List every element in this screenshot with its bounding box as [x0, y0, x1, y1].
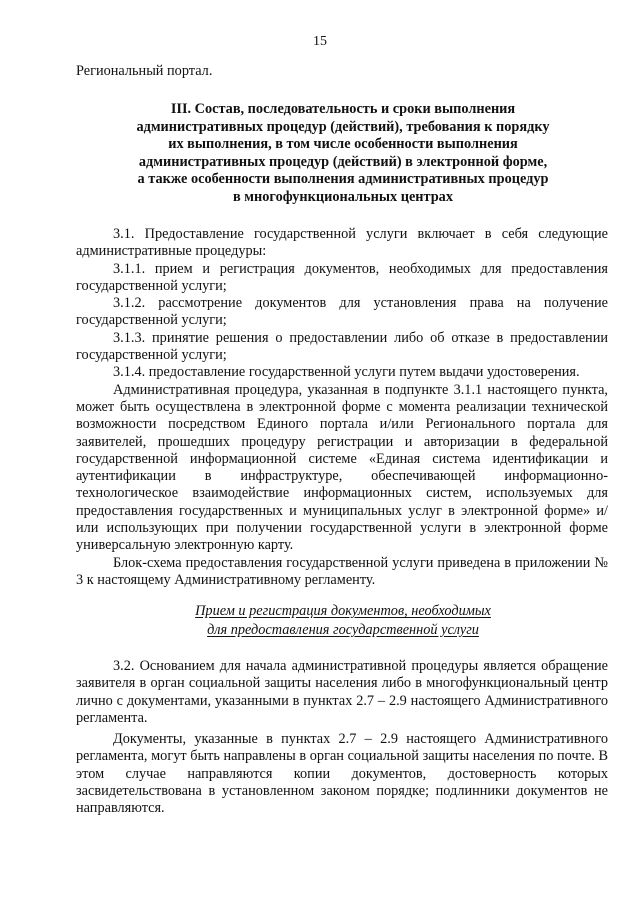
heading-line: административных процедур (действий), требования к порядку	[136, 118, 550, 135]
paragraph-3-1: 3.1. Предоставление государственной услуги включает в себя следующие административные процедуры:	[76, 226, 608, 260]
heading-line: а также особенности выполнения административных процедур	[137, 171, 549, 188]
subsection-body	[76, 658, 608, 818]
paragraph-3-1-4: 3.1.4. предоставление государственной услуги путем выдачи удостоверения.	[113, 364, 580, 381]
page-number: 15	[313, 34, 327, 49]
heading-line: в многофункциональных центрах	[233, 188, 453, 205]
paragraph-3-1-1: 3.1.1. прием и регистрация документов, необходимых для предоставления государственной услуги;	[76, 260, 608, 294]
section-body	[76, 226, 608, 589]
paragraph-3-1-2: 3.1.2. рассмотрение документов для установления права на получение государственной услуги;	[76, 295, 608, 329]
paragraph-flowchart: Блок-схема предоставления государственной услуги приведена в приложении № 3 к настоящему Административному регламенту.	[76, 554, 608, 588]
heading-line: их выполнения, в том числе особенности выполнения	[168, 136, 518, 153]
paragraph-3-1-3: 3.1.3. принятие решения о предоставлении либо об отказе в предоставлении государственной услуги;	[76, 329, 608, 364]
intro-line	[76, 63, 608, 80]
heading-line: административных процедур (действий) в электронной форме,	[138, 153, 548, 170]
section-heading	[90, 101, 596, 207]
paragraph-electronic-form: Административная процедура, указанная в подпункте 3.1.1 настоящего пункта, может быть осуществлена в электронной форме с момента реализации технической возможности посредством Единого портала и/или Регионального портала для заявителей, прошедших процедуру регистрации и авторизации в федеральной государственной информационной системе «Единая система идентификации и аутентификации в инфраструктуре, обеспечивающей информационно-технологическое взаимодействие информационных систем, используемых для предоставления государственных и муниципальных услуг в электронной форме» и/или использующих при получении государственной услуги в электронной форме универсальную электронную карту.	[76, 381, 608, 554]
intro-text: Региональный портал.	[76, 63, 213, 79]
paragraph-3-2: 3.2. Основанием для начала административной процедуры является обращение заявителя в орган социальной защиты населения либо в многофункциональный центр лично с документами, указанными в пунктах 2.7 – 2.9 настоящего Административного регламента.	[76, 658, 608, 726]
heading-line: III. Состав, последовательность и сроки выполнения	[170, 101, 516, 117]
subheading-line: Прием и регистрация документов, необходимых	[195, 603, 491, 619]
paragraph-documents-by-mail: Документы, указанные в пунктах 2.7 – 2.9 настоящего Административного регламента, могут быть направлены в орган социальной защиты населения по почте. В этом случае направляются копии документов, достоверность которых засвидетельствована в установленном законом порядке; подлинники документов не направляются.	[76, 731, 608, 817]
subheading-line: для предоставления государственной услуги	[207, 622, 479, 638]
subsection-heading	[90, 602, 596, 640]
